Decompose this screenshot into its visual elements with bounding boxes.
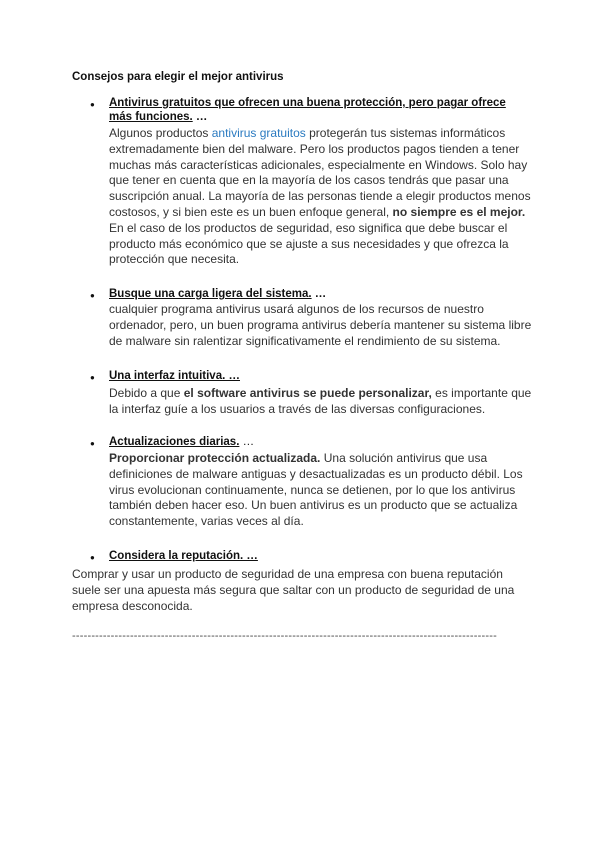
tip-body-4 [109,451,534,530]
bullet-icon [90,98,98,106]
tip-heading-text: Busque una carga ligera del sistema. [109,288,312,300]
tip-body-bold: Proporcionar protección actualizada. [109,451,321,465]
tip-heading-ellipsis: … [239,436,255,448]
tip-heading-text: Una interfaz intuitiva. … [109,370,240,382]
bullet-icon [90,289,98,297]
tip-body-1 [109,126,534,268]
tip-heading-3 [109,369,529,383]
tip-heading-5 [109,549,529,563]
tip-heading-1 [109,96,529,124]
closing-paragraph: Comprar y usar un producto de seguridad de una empresa con buena reputación suele ser una apuesta más segura que saltar con un producto de seguridad de una empresa desconocida. [72,567,515,613]
bullet-icon [90,551,98,559]
tip-body-text: Una solución antivirus que usa definiciones de malware antiguas y desactualizadas es un producto débil. Los virus evolucionan continuamente, nunca se detienen, por lo que los antivirus también deben hacer eso. Un buen antivirus es un producto que se actualiza constantemente, varias veces al día. [109,451,523,529]
antivirus-gratuitos-link[interactable]: antivirus gratuitos [211,126,306,140]
tip-heading-4 [109,435,529,449]
tip-body-text: es importante que la interfaz guíe a los usuarios a través de las diversas configuraciones. [109,386,532,416]
tip-body-2: cualquier programa antivirus usará algunos de los recursos de nuestro ordenador, pero, un buen programa antivirus debería mantener su sistema libre de malware sin ralentizar significativamente el rendimiento de su sistema. [109,302,532,348]
tip-heading-text: Antivirus gratuitos que ofrecen una buena protección, pero pagar ofrece más funciones. [109,97,506,123]
tip-body-bold: el software antivirus se puede personalizar, [183,386,432,400]
tip-body-bold: no siempre es el mejor. [392,204,526,219]
tip-heading-2 [109,287,529,301]
document-title: Consejos para elegir el mejor antivirus [72,71,284,83]
bullet-icon [90,371,98,379]
tip-body-text: protegerán tus sistemas informáticos extremadamente bien del malware. Pero los productos pagos tienden a tener muchas más características adicionales, especialmente en Windows. Solo hay que tener en cuenta que en la mayoría de los casos tendrás que pasar una suscripción anual. La mayoría de las personas tiende a elegir productos menos costosos, y si bien este es un buen enfoque general, [109,126,531,219]
bullet-icon [90,437,98,445]
tip-heading-text: Considera la reputación. … [109,550,258,562]
tip-heading-text: Actualizaciones diarias. [109,436,240,448]
tip-heading-ellipsis: … [311,288,327,300]
tip-body-text: En el caso de los productos de seguridad, eso significa que debe buscar el producto más económico que se ajuste a sus necesidades y que ofrezca la protección que necesita. [109,220,509,267]
tip-body-text: Debido a que [109,386,184,400]
separator-line: -------------------------------------------------------------------------------------------------------------- [72,630,497,642]
tip-body-3 [109,386,534,418]
tip-body-text: Algunos productos [109,126,212,140]
tip-heading-ellipsis: … [192,111,208,123]
